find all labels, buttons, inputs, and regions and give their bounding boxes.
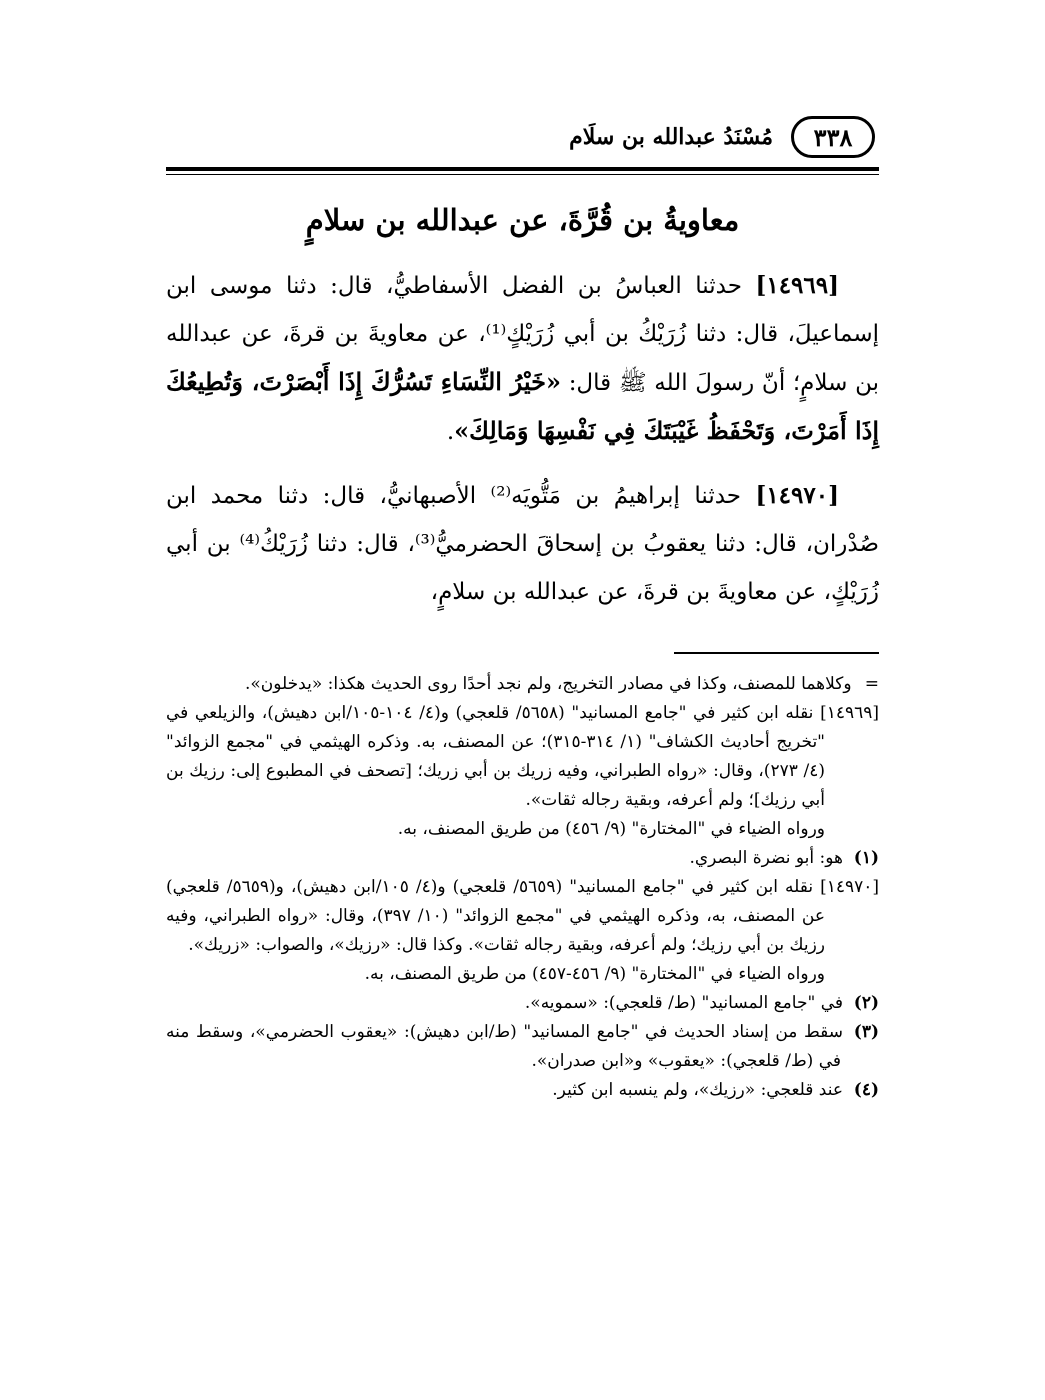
page-number-badge: ٣٣٨	[791, 116, 875, 158]
hadith-number: [١٤٩٦٩]	[755, 272, 840, 299]
running-title: مُسْنَدُ عبدالله بن سلَام	[569, 124, 773, 150]
hadith-14970	[166, 472, 879, 616]
footnote-number: [١٤٩٦٩]	[820, 703, 879, 723]
hadith-end: .	[446, 419, 455, 445]
footnotes	[166, 670, 879, 1105]
footnote-14969: [١٤٩٦٩] نقله ابن كثير في "جامع المسانيد" (٥٦٥٨/ قلعجي) و(٤/ ١٠٤-١٠٥/ابن دهيش)، والزيلعي في "تخريج أحاديث الكشاف" (١/ ٣١٤-٣١٥)؛ عن المصنف، به. وذكره الهيثمي في "مجمع الزوائد" (٤/ ٢٧٣)، وقال: «رواه الطبراني، وفيه زريك بن أبي زريك؛ [تصحف في المطبوع إلى: رزيك بن أبي رزيك]؛ ولم أعرفه، وبقية رجاله ثقات».	[166, 703, 879, 810]
footnote-2: (٢)في "جامع المسانيد" (ط/ قلعجي): «سمويه».	[166, 989, 879, 1018]
hadith-text: حدثنا إبراهيمُ بن مَتُّويَه⁽²⁾ الأصبهانيُّ، قال: دثنا محمد ابن صُدْران، قال: دثنا يعقوبُ بن إسحاقَ الحضرميُّ⁽³⁾، قال: دثنا زُرَيْكُ⁽⁴⁾ بن أبي زُرَيْكٍ، عن معاويةَ بن قرةَ، عن عبدالله بن سلامٍ،	[166, 483, 879, 605]
hadith-quote: «خَيْرُ النِّسَاءِ تَسُرُّكَ إِذَا أَبْصَرْتَ، وَتُطِيعُكَ إِذَا أَمَرْتَ، وَتَحْفَظُ غَيْبَتَكَ فِي نَفْسِهَا وَمَالِكَ»	[166, 367, 879, 445]
footnote-number: (٢)	[853, 993, 879, 1013]
footnote-4: (٤)عند قلعجي: «رزيك»، ولم ينسبه ابن كثير.	[166, 1076, 879, 1105]
footnote-number: [١٤٩٧٠]	[820, 877, 880, 897]
continuation-marker: =	[864, 674, 879, 694]
footnote-number: (١)	[853, 848, 879, 868]
footnote-1: (١)هو: أبو نضرة البصري.	[166, 844, 879, 873]
hadith-14969	[166, 262, 879, 456]
header-rule-thin	[166, 174, 879, 175]
hadith-number: [١٤٩٧٠]	[755, 482, 839, 509]
footnote-continuation: = وكلاهما للمصنف، وكذا في مصادر التخريج، ولم نجد أحدًا روى الحديث هكذا: «يدخلون».	[166, 670, 879, 699]
footnote-14970-extra: ورواه الضياء في "المختارة" (٩/ ٤٥٦-٤٥٧) من طريق المصنف، به.	[364, 964, 825, 984]
hadith-text: حدثنا العباسُ بن الفضل الأسفاطيُّ، قال: دثنا موسى ابن إسماعيلَ، قال: دثنا زُرَيْكُ بن أبي زُرَيْكٍ⁽¹⁾، عن معاويةَ بن قرةَ، عن عبدالله بن سلامٍ؛ أنّ رسولَ الله ﷺ قال:	[166, 273, 879, 396]
footnote-14969-extra: ورواه الضياء في "المختارة" (٩/ ٤٥٦) من طريق المصنف، به.	[397, 819, 825, 839]
footnote-14970: [١٤٩٧٠] نقله ابن كثير في "جامع المسانيد" (٥٦٥٩/ قلعجي) و(٤/ ١٠٥/ابن دهيش)، و(٥٦٥٩/ قلعجي) عن المصنف، به، وذكره الهيثمي في "مجمع الزوائد" (١٠/ ٣٩٧)، وقال: «رواه الطبراني، وفيه رزيك بن أبي رزيك؛ ولم أعرفه، وبقية رجاله ثقات». وكذا قال: «رزيك»، والصواب: «زريك».	[166, 877, 880, 955]
header-rule-thick	[166, 167, 879, 171]
footnote-separator	[674, 652, 879, 654]
footnote-number: (٤)	[853, 1080, 879, 1100]
footnote-number: (٣)	[853, 1022, 879, 1042]
footnote-3: (٣)سقط من إسناد الحديث في "جامع المسانيد" (ط/ابن دهيش): «يعقوب الحضرمي»، وسقط منه في (ط/ قلعجي): «يعقوب» و«ابن صدران».	[166, 1018, 879, 1076]
page-header	[170, 112, 875, 162]
section-title: معاويةُ بن قُرَّةَ، عن عبدالله بن سلامٍ	[305, 203, 740, 237]
